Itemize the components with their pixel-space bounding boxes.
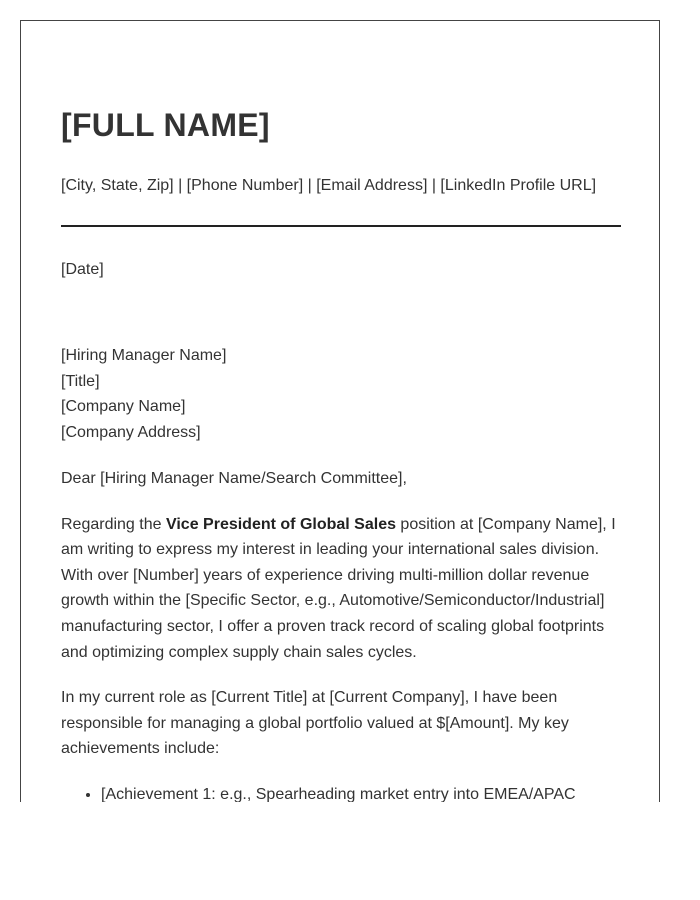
recipient-company-name: [Company Name] [61,398,186,416]
letter-page [20,20,660,802]
recipient-manager-name: [Hiring Manager Name] [61,347,227,364]
position-title: Vice President of Global Sales [165,515,396,533]
salutation: Dear [Hiring Manager Name/Search Committee], [61,470,407,487]
paragraph-intro [61,512,621,666]
paragraph-intro-end: position at [Company Name], I am writing to express my interest in leading your international sales division. With over [Number] years of experience driving multi-million dollar revenue growth within the [Specific Sector, e.g., Automotive/Semiconductor/Industrial] manufacturing sector, I offer a proven track record of scaling global footprints and optimizing complex supply chain sales cycles. [61,515,616,661]
contact-line: [City, State, Zip] | [Phone Number] | [Email Address] | [LinkedIn Profile URL] [61,177,597,194]
paragraph-current-role: In my current role as [Current Title] at [Current Company], I have been responsible for managing a global portfolio valued at $[Amount]. My key achievements include: [61,689,569,758]
full-name-heading: [FULL NAME] [61,107,270,143]
recipient-block [61,343,226,445]
header-divider [61,225,621,227]
letter-date: [Date] [61,261,104,278]
recipient-company-address: [Company Address] [61,423,201,441]
list-item: • [Achievement 1: e.g., Spearheading market entry into EMEA/APAC [101,782,621,802]
paragraph-intro-start: Regarding the [61,515,166,533]
achievements-list [61,782,621,802]
letter-body [61,466,621,802]
recipient-title: [Title] [61,372,100,390]
